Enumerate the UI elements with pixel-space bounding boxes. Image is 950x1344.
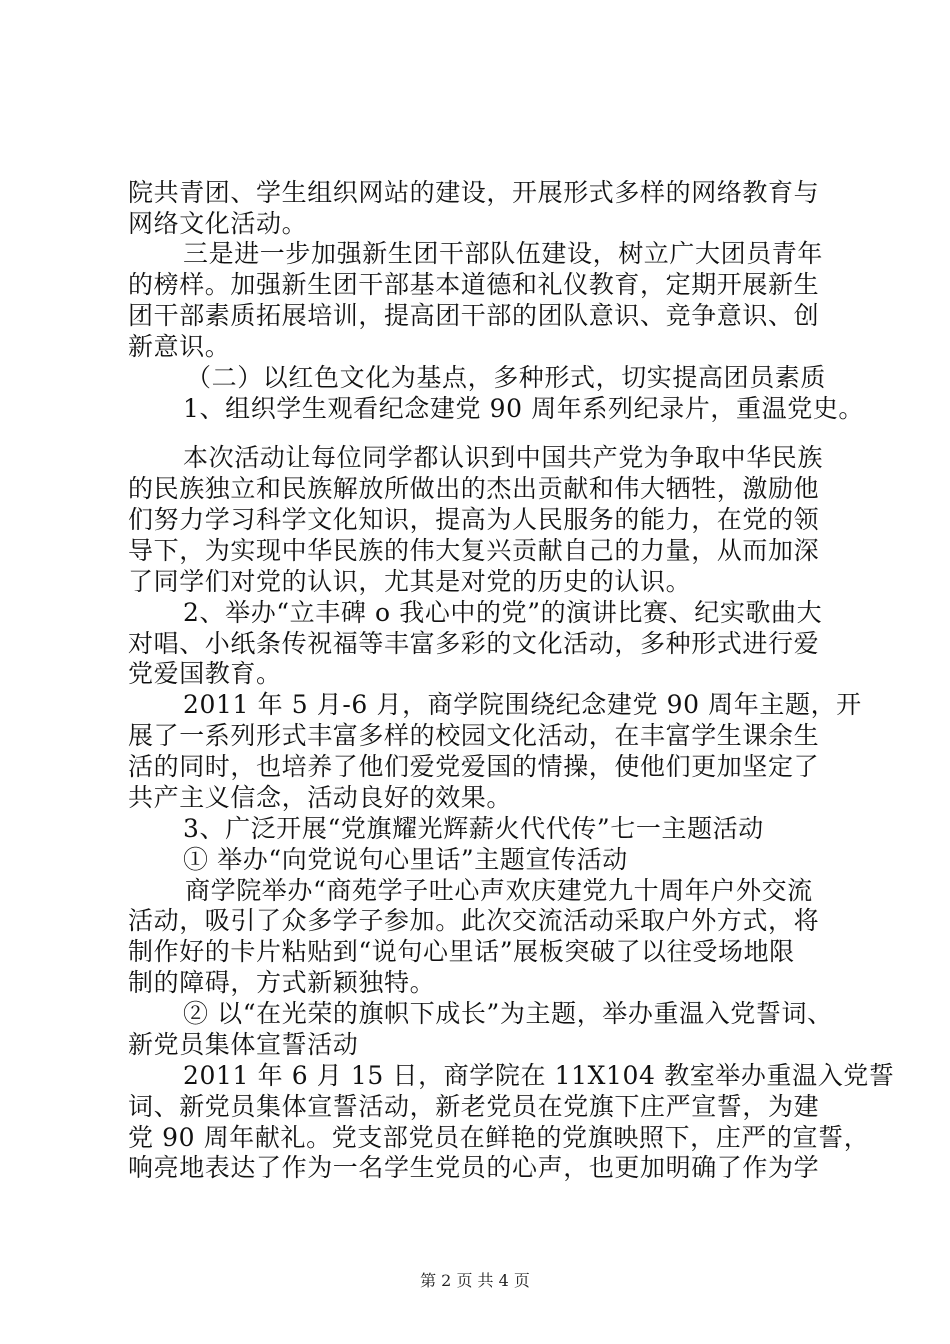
text-line: 的榜样。加强新生团干部基本道德和礼仪教育，定期开展新生 [128, 270, 820, 299]
text-line: 活的同时，也培养了他们爱党爱国的情操，使他们更加坚定了 [128, 752, 820, 781]
text-line: 制的障碍，方式新颖独特。 [128, 968, 436, 997]
text-line: 了同学们对党的认识，尤其是对党的历史的认识。 [128, 567, 692, 596]
text-line: 导下，为实现中华民族的伟大复兴贡献自己的力量，从而加深 [128, 536, 820, 565]
sub-item-heading: ① 举办“向党说句心里话”主题宣传活动 [183, 845, 628, 874]
text-line: 网络文化活动。 [128, 209, 308, 238]
text-line: 展了一系列形式丰富多样的校园文化活动，在丰富学生课余生 [128, 721, 820, 750]
text-line: 响亮地表达了作为一名学生党员的心声，也更加明确了作为学 [128, 1153, 820, 1182]
item-heading: 2、举办“立丰碑 o 我心中的党”的演讲比赛、纪实歌曲大 [183, 598, 823, 627]
text-line: 词、新党员集体宣誓活动，新老党员在党旗下庄严宣誓，为建 [128, 1092, 820, 1121]
paragraph-start: 2011 年 5 月-6 月，商学院围绕纪念建党 90 周年主题，开 [183, 690, 862, 719]
text-line: 共产主义信念，活动良好的效果。 [128, 783, 513, 812]
text-line: 党爱国教育。 [128, 659, 282, 688]
text-line: 对唱、小纸条传祝福等丰富多彩的文化活动，多种形式进行爱 [128, 629, 820, 658]
paragraph-start: 2011 年 6 月 15 日，商学院在 11X104 教室举办重温入党誓 [183, 1061, 895, 1090]
text-line: 制作好的卡片粘贴到“说句心里话”展板突破了以往受场地限 [128, 937, 795, 966]
text-line: 活动，吸引了众多学子参加。此次交流活动采取户外方式，将 [128, 906, 820, 935]
sub-item-heading: ② 以“在光荣的旗帜下成长”为主题，举办重温入党誓词、 [183, 999, 833, 1028]
section-heading: （二）以红色文化为基点，多种形式，切实提高团员素质 [186, 363, 827, 392]
text-line: 的民族独立和民族解放所做出的杰出贡献和伟大牺牲，激励他 [128, 474, 820, 503]
text-line: 团干部素质拓展培训，提高团干部的团队意识、竞争意识、创 [128, 301, 820, 330]
paragraph-start: 三是进一步加强新生团干部队伍建设，树立广大团员青年 [183, 239, 824, 268]
text-line: 院共青团、学生组织网站的建设，开展形式多样的网络教育与 [128, 178, 820, 207]
item-heading: 3、广泛开展“党旗耀光辉薪火代代传”七一主题活动 [183, 814, 764, 843]
paragraph-start: 本次活动让每位同学都认识到中国共产党为争取中华民族 [183, 443, 824, 472]
paragraph-start: 商学院举办“商苑学子吐心声欢庆建党九十周年户外交流 [185, 876, 813, 905]
text-line: 新意识。 [128, 332, 231, 361]
text-line: 党 90 周年献礼。党支部党员在鲜艳的党旗映照下，庄严的宣誓， [128, 1123, 870, 1152]
text-line: 新党员集体宣誓活动 [128, 1030, 359, 1059]
text-line: 们努力学习科学文化知识，提高为人民服务的能力，在党的领 [128, 505, 820, 534]
item-heading: 1、组织学生观看纪念建党 90 周年系列纪录片，重温党史。 [183, 394, 865, 423]
page-footer: 第 2 页 共 4 页 [420, 1271, 530, 1290]
